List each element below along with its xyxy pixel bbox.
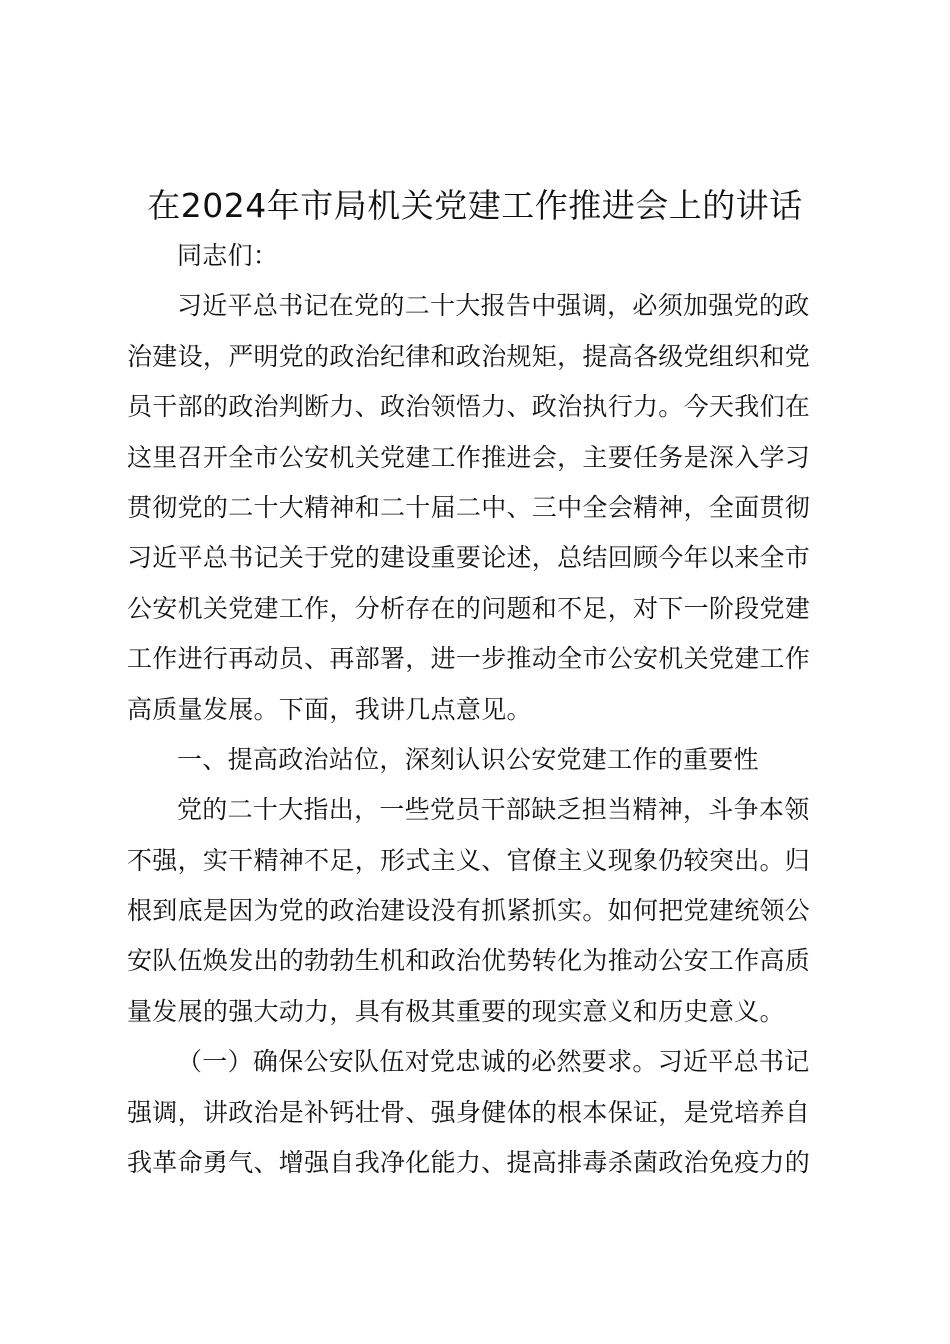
subsection-heading: （一）确保公安队伍对党忠诚的必然要求。习近平总书记 [177,1047,810,1077]
text-line: 员干部的政治判断力、政治领悟力、政治执行力。今天我们在 [127,392,811,422]
text-line: 高质量发展。下面，我讲几点意见。 [127,694,532,724]
text-line: 这里召开全市公安机关党建工作推进会，主要任务是深入学习 [127,442,811,472]
text-line: 治建设，严明党的政治纪律和政治规矩，提高各级党组织和党 [127,341,811,371]
text-line: 根到底是因为党的政治建设没有抓紧抓实。如何把党建统领公 [127,896,811,926]
text-line: 习近平总书记在党的二十大报告中强调，必须加强党的政 [177,291,810,321]
document-body [127,231,833,1188]
text-line: 党的二十大指出，一些党员干部缺乏担当精神，斗争本领 [177,795,810,825]
text-line: 习近平总书记关于党的建设重要论述，总结回顾今年以来全市 [127,543,811,573]
text-line: 工作进行再动员、再部署，进一步推动全市公安机关党建工作 [127,644,811,674]
text-line: 安队伍焕发出的勃勃生机和政治优势转化为推动公安工作高质 [127,946,811,976]
document-title: 在2024年市局机关党建工作推进会上的讲话 [147,186,803,225]
text-line: 不强，实干精神不足，形式主义、官僚主义现象仍较突出。归 [127,845,811,875]
text-line: 贯彻党的二十大精神和二十届二中、三中全会精神，全面贯彻 [127,492,811,522]
text-line: 我革命勇气、增强自我净化能力、提高排毒杀菌政治免疫力的 [127,1148,811,1178]
text-line: 量发展的强大动力，具有极其重要的现实意义和历史意义。 [127,996,785,1026]
text-line: 公安机关党建工作，分析存在的问题和不足，对下一阶段党建 [127,593,811,623]
text-line: 强调，讲政治是补钙壮骨、强身健体的根本保证，是党培养自 [127,1097,811,1127]
section-heading: 一、提高政治站位，深刻认识公安党建工作的重要性 [177,744,759,774]
text-line: 同志们： [177,241,279,270]
